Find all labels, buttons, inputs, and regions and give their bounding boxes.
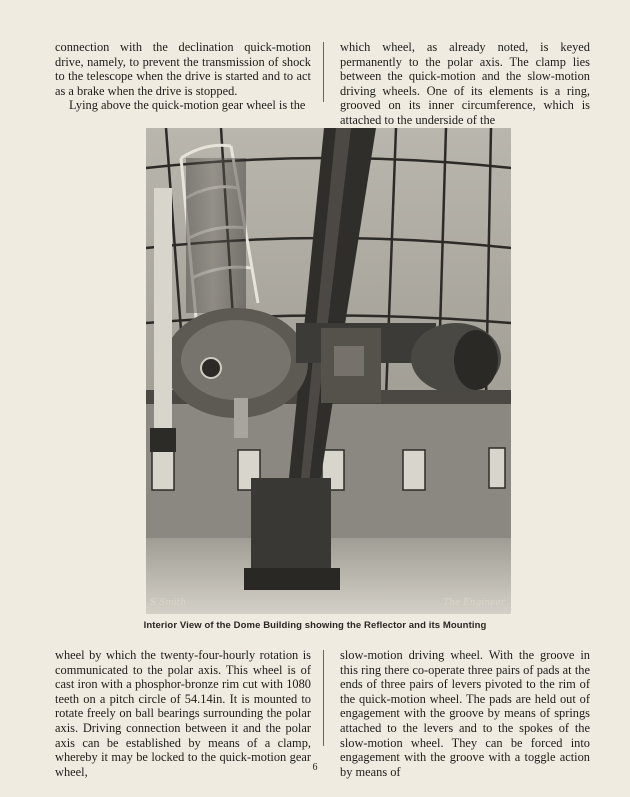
- paragraph: which wheel, as already noted, is keyed permanently to the polar axis. The clamp lies between the quick-motion and the slow-motion driving wheels. One of its elements is a ring, grooved on its inner circumference, which is attached to the underside of the: [340, 40, 590, 127]
- paragraph: slow-motion driving wheel. With the groove in this ring there co-operate three pairs of pads at the ends of three pairs of levers pivoted to the rim of the quick-motion wheel. The pads are held out of engagement with the groove by means of springs attached to the levers and to the spokes of the slow-motion wheel. They can be forced into engagement with the groove with a toggle action by means of: [340, 648, 590, 779]
- paragraph: wheel by which the twenty-four-hourly rotation is communicated to the polar axis. This wheel is of cast iron with a phosphor-bronze rim cut with 1080 teeth on a pitch circle of 54.14in. It is mounted to rotate freely on ball bearings surrounding the polar axis. Driving connection between it and the polar axis can be established by means of a clamp, whereby it may be locked to the quick-motion gear wheel,: [55, 648, 311, 779]
- column-divider: [323, 42, 324, 102]
- column-divider: [323, 650, 324, 746]
- paragraph: Lying above the quick-motion gear wheel is the: [69, 98, 306, 113]
- telescope-photo-illustration: [146, 128, 511, 614]
- figure-caption: Interior View of the Dome Building showing the Reflector and its Mounting: [143, 620, 487, 631]
- page-number: 6: [312, 762, 318, 773]
- paragraph: connection with the declination quick-motion drive, namely, to prevent the transmission of shock to the telescope when the drive is started and to act as a brake when the drive is stopped.: [55, 40, 311, 98]
- top-right-text-column: [340, 40, 590, 128]
- telescope-photograph: [146, 128, 511, 614]
- photo-signature-left: S Smith: [150, 598, 187, 608]
- bottom-left-text-column: [55, 648, 311, 779]
- top-left-text-column: [55, 40, 311, 113]
- photo-signature-right: The Engineer: [443, 598, 505, 608]
- bottom-right-text-column: [340, 648, 590, 779]
